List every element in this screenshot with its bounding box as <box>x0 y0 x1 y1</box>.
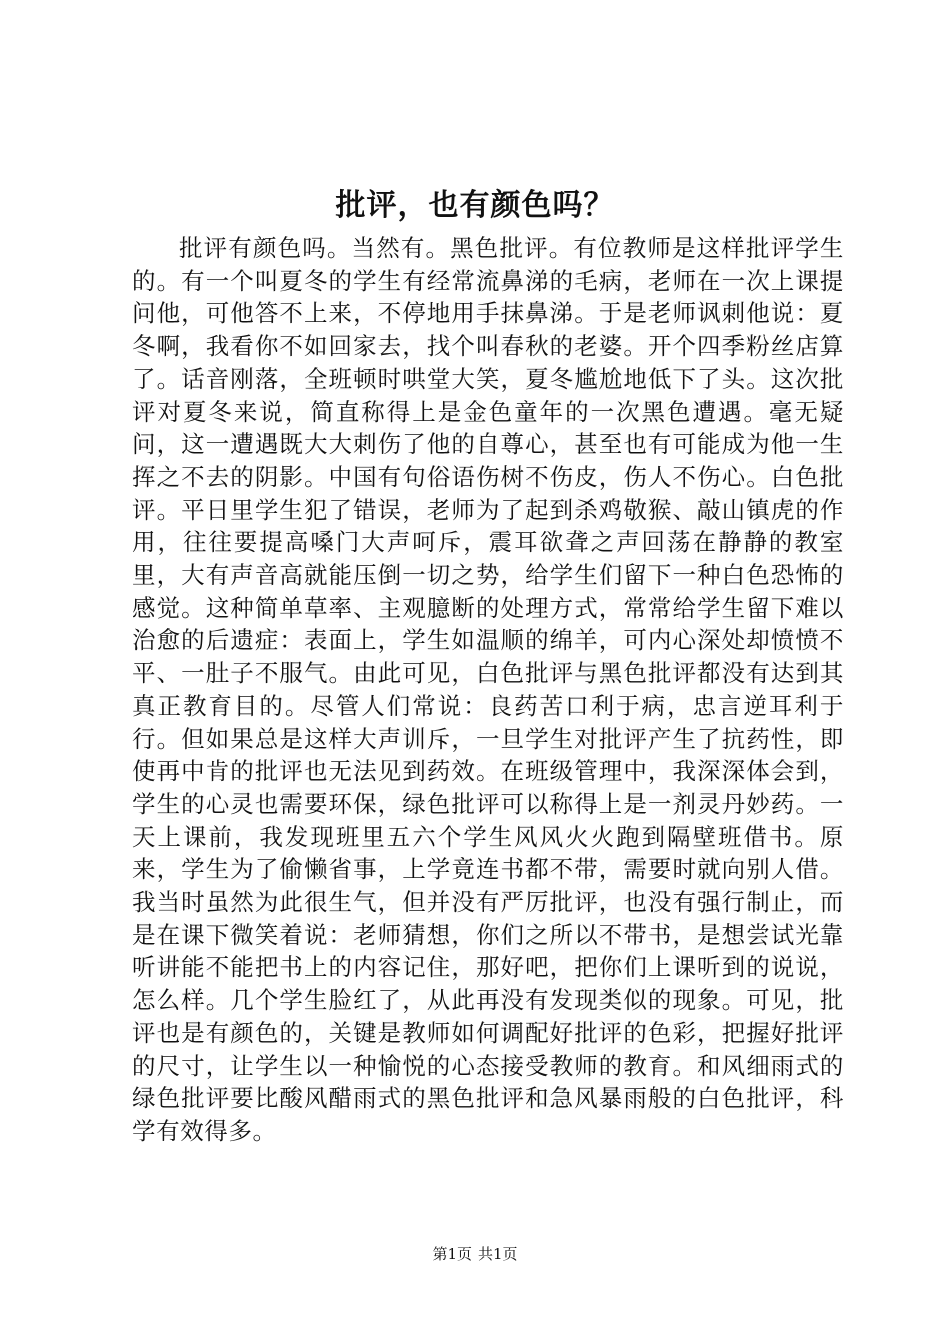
page-title: 批评，也有颜色吗？ <box>335 188 615 223</box>
page-total: 共1页 <box>478 1245 518 1263</box>
page-footer <box>0 1242 950 1266</box>
body-paragraph: 批评有颜色吗。当然有。黑色批评。有位教师是这样批评学生的。有一个叫夏冬的学生有经常流鼻涕的毛病，老师在一次上课提问他，可他答不上来，不停地用手抹鼻涕。于是老师讽刺他说：夏冬啊，我看你不如回家去，找个叫春秋的老婆。开个四季粉丝店算了。话音刚落，全班顿时哄堂大笑，夏冬尴尬地低下了头。这次批评对夏冬来说，简直称得上是金色童年的一次黑色遭遇。毫无疑问，这一遭遇既大大刺伤了他的自尊心，甚至也有可能成为他一生挥之不去的阴影。中国有句俗语伤树不伤皮，伤人不伤心。白色批评。平日里学生犯了错误，老师为了起到杀鸡敬猴、敲山镇虎的作用，往往要提高嗓门大声呵斥，震耳欲聋之声回荡在静静的教室里，大有声音高就能压倒一切之势，给学生们留下一种白色恐怖的感觉。这种简单草率、主观臆断的处理方式，常常给学生留下难以治愈的后遗症：表面上，学生如温顺的绵羊，可内心深处却愤愤不平、一肚子不服气。由此可见，白色批评与黑色批评都没有达到其真正教育目的。尽管人们常说：良药苦口利于病，忠言逆耳利于行。但如果总是这样大声训斥，一旦学生对批评产生了抗药性，即使再中肯的批评也无法见到药效。在班级管理中，我深深体会到，学生的心灵也需要环保，绿色批评可以称得上是一剂灵丹妙药。一天上课前，我发现班里五六个学生风风火火跑到隔壁班借书。原来，学生为了偷懒省事，上学竟连书都不带，需要时就向别人借。我当时虽然为此很生气，但并没有严厉批评，也没有强行制止，而是在课下微笑着说：老师猜想，你们之所以不带书，是想尝试光靠听讲能不能把书上的内容记住，那好吧，把你们上课听到的说说，怎么样。几个学生脸红了，从此再没有发现类似的现象。可见，批评也是有颜色的，关键是教师如何调配好批评的色彩，把握好批评的尺寸，让学生以一种愉悦的心态接受教师的教育。和风细雨式的绿色批评要比酸风醋雨式的黑色批评和急风暴雨般的白色批评，科学有效得多。 <box>132 234 844 1145</box>
page-number: 第1页 <box>432 1245 472 1263</box>
